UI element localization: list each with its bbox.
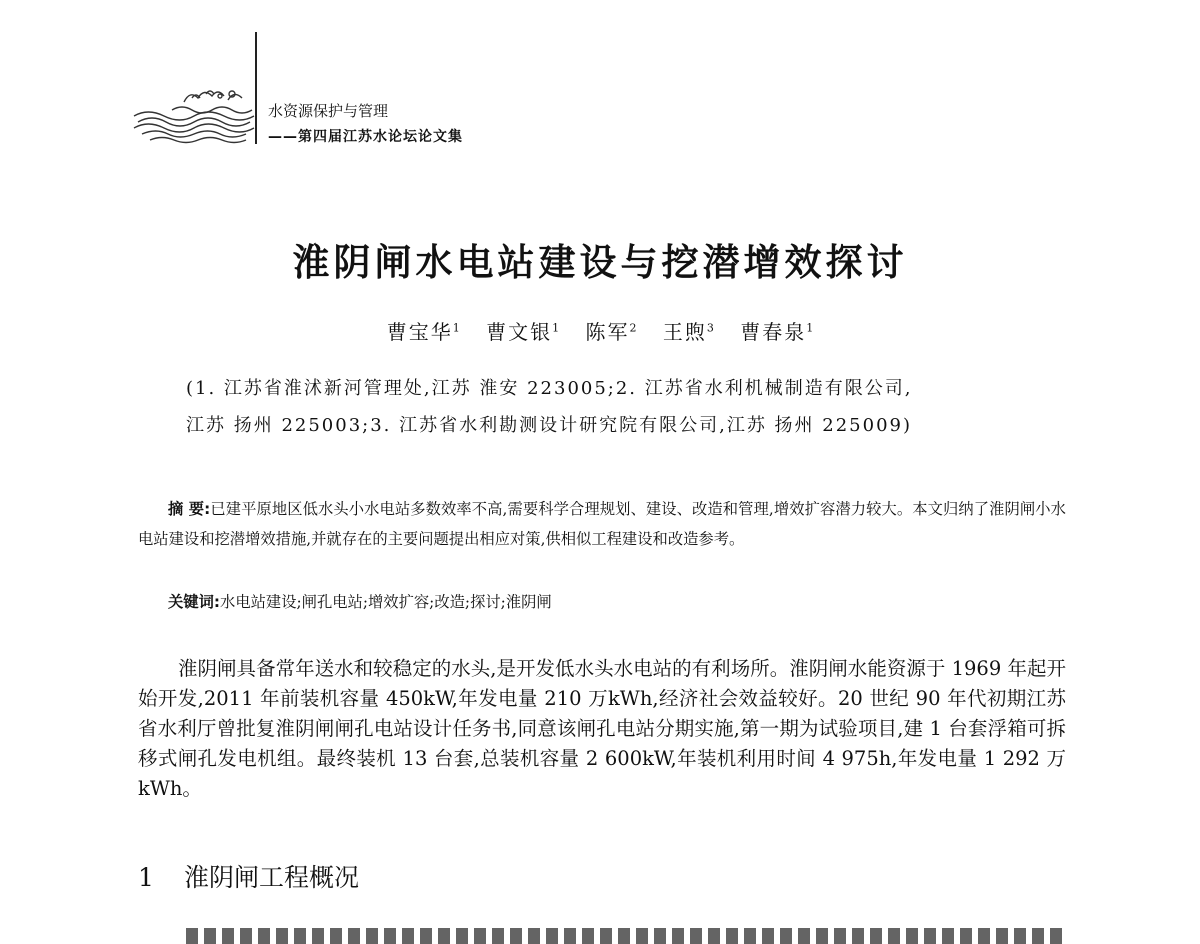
series-subtitle: ——第四届江苏水论坛论文集 — [268, 129, 463, 145]
paragraph-text: 淮阴闸具备常年送水和较稳定的水头,是开发低水头水电站的有利场所。淮阴闸水能资源于 1969 年起开始开发,2011 年前装机容量 450kW,年发电量 210 万kWh,经济社会效益较好。20 世纪 90 年代初期江苏省水利厅曾批复淮阴闸闸孔电站设计任务书,同意该闸孔电站分期实施,第一期为试验项目,建 1 台套浮箱可拆移式闸孔发电机组。最终装机 13 台套,总装机容量 2 600kW,年装机利用时间 4 975h,年发电量 1 292 万kWh。 — [138, 657, 1066, 800]
author-name: 曹春泉 — [740, 320, 807, 344]
author-affiliation-mark: 1 — [806, 321, 814, 335]
series-title: 水资源保护与管理 — [268, 102, 389, 120]
abstract-text: 已建平原地区低水头小水电站多数效率不高,需要科学合理规划、建设、改造和管理,增效扩容潜力较大。本文归纳了淮阴闸小水电站建设和挖潜增效措施,并就存在的主要问题提出相应对策,供相似工程建设和改造参考。 — [138, 500, 1066, 548]
paper-title: 淮阴闸水电站建设与挖潜增效探讨 — [292, 241, 908, 284]
author — [486, 320, 559, 344]
author — [740, 320, 813, 344]
author-affiliation-mark: 1 — [452, 321, 460, 335]
section-title: 淮阴闸工程概况 — [184, 863, 360, 892]
wave-logo-icon — [132, 32, 260, 144]
author-name: 曹宝华 — [386, 320, 453, 344]
section-number: 1 — [138, 863, 154, 892]
keywords-label: 关键词: — [168, 593, 221, 611]
author-name: 曹文银 — [486, 320, 553, 344]
abstract-label: 摘 要: — [168, 500, 211, 518]
abstract — [138, 494, 1066, 554]
affiliation-line: 江苏 扬州 225003;3. 江苏省水利勘测设计研究院有限公司,江苏 扬州 225009) — [186, 415, 913, 436]
author-affiliation-mark: 3 — [706, 321, 714, 335]
keywords — [168, 590, 552, 612]
affiliation-line: (1. 江苏省淮沭新河管理处,江苏 淮安 223005;2. 江苏省水利机械制造有限公司, — [186, 378, 913, 399]
author-name: 陈军 — [585, 320, 630, 344]
keywords-text: 水电站建设;闸孔电站;增效扩容;改造;探讨;淮阴闸 — [220, 593, 552, 611]
section-heading — [138, 858, 359, 894]
body-paragraph — [138, 654, 1066, 804]
author-affiliation-mark: 2 — [629, 321, 637, 335]
author — [586, 320, 637, 344]
author — [387, 320, 460, 344]
author-list — [0, 316, 1200, 345]
cut-off-text-line — [186, 928, 1066, 944]
author — [663, 320, 714, 344]
author-name: 王煦 — [662, 320, 707, 344]
series-header — [268, 98, 463, 150]
author-affiliation-mark: 1 — [552, 321, 560, 335]
